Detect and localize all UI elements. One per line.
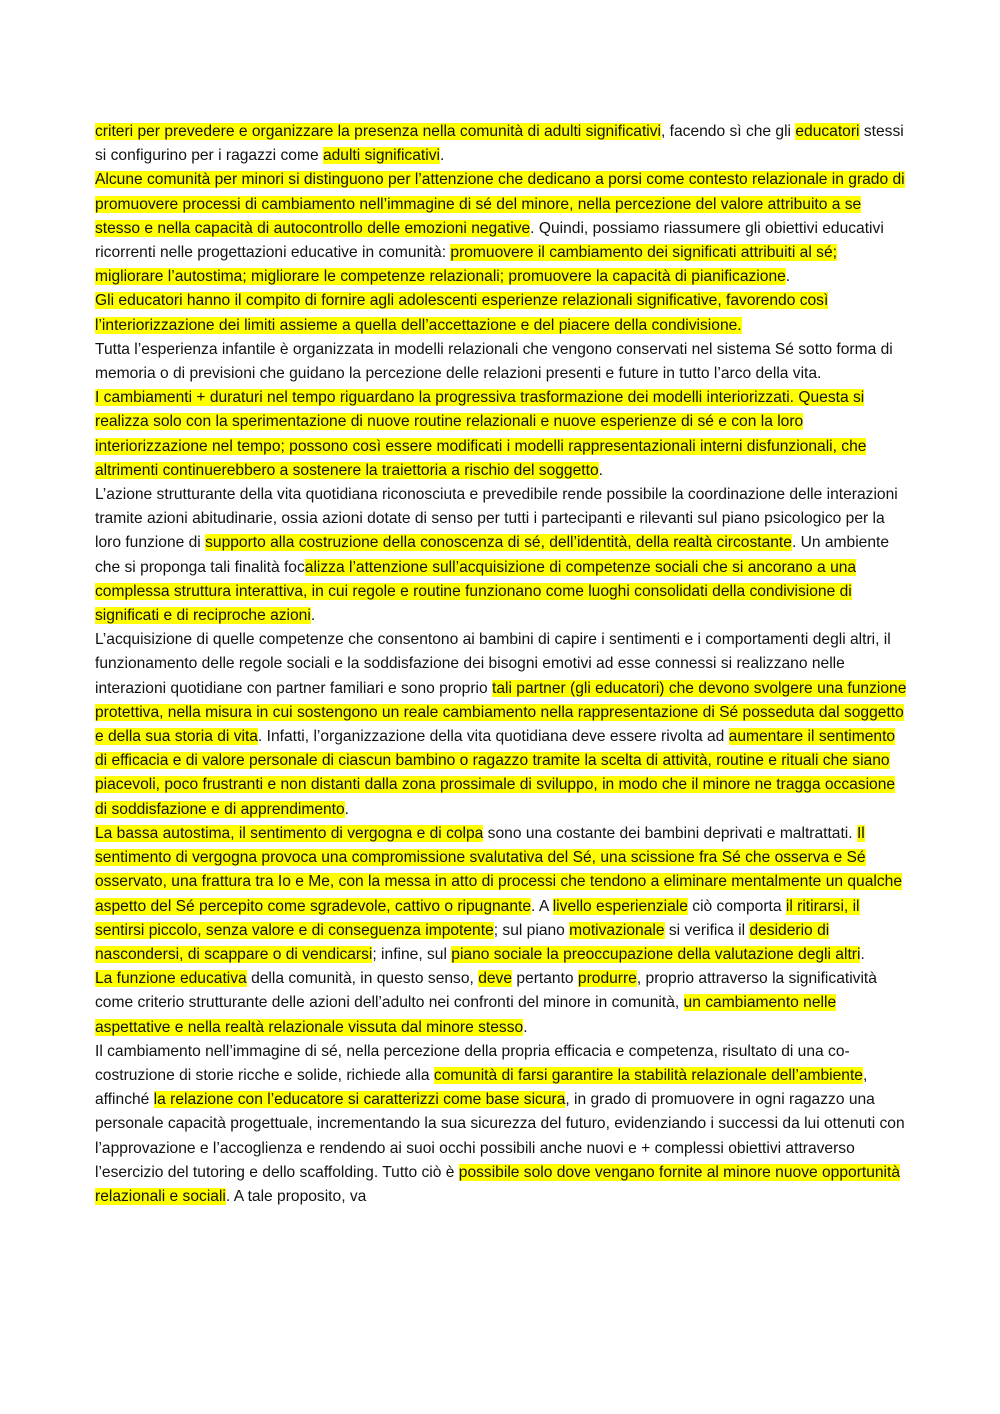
body-text: . [344, 800, 350, 818]
body-text: , facendo sì che gli [661, 123, 796, 140]
body-text: . A tale proposito, va [225, 1187, 367, 1205]
highlighted-text: comunità di farsi garantire la stabilità relazionale dell’ambiente [433, 1066, 863, 1084]
highlighted-text: adulti significativi [322, 147, 440, 165]
highlighted-text: criteri per prevedere e organizzare la presenza nella comunità di adulti significativi [95, 123, 661, 140]
body-text: L’acquisizione di quelle competenze che consentono ai bambini di capire i sentimenti e i comportamenti degli altri, il funzionamento delle regole sociali e la soddisfazione dei bisogni emotivi ad esse connessi si realizzano nelle interazioni quotidiane con partner familiari e sono proprio [95, 631, 891, 697]
body-text: . [523, 1018, 528, 1036]
document-body [95, 120, 907, 1209]
highlighted-text: promuovere il cambiamento dei significati attribuiti al sé; migliorare l’autostima; migliorare le competenze relazionali; promuovere la capacità di pianificazione [95, 244, 837, 286]
body-text: . Infatti, l’organizzazione della vita quotidiana deve essere rivolta ad [257, 728, 729, 746]
body-text: ; sul piano [493, 921, 570, 939]
highlighted-text: educatori [795, 123, 860, 140]
highlighted-text: piano sociale la preoccupazione della valutazione degli altri [451, 945, 861, 963]
body-text: Il cambiamento nell’immagine di sé, nella percezione della propria efficacia e competenza, risultato di una co-costruzione di storie ricche e solide, richiede alla [95, 1042, 850, 1084]
paragraph [95, 1040, 907, 1209]
highlighted-text: il ritirarsi, il sentirsi piccolo, senza valore e di conseguenza impotente [95, 897, 860, 939]
paragraph [95, 168, 907, 289]
paragraph [95, 483, 907, 628]
highlighted-text: Alcune comunità per minori si distinguono per l’attenzione che dedicano a porsi come contesto relazionale in grado di promuovere processi di cambiamento nell’immagine di sé del minore, nella percezione del valore attribuito a se stesso e nella capacità di autocontrollo delle emozioni negative [95, 171, 905, 237]
highlighted-text: supporto alla costruzione della conoscenza di sé, dell’identità, della realtà circostante [205, 534, 792, 552]
body-text: si verifica il [664, 921, 750, 939]
highlighted-text: Il sentimento di vergogna provoca una compromissione svalutativa del Sé, una scissione fra Sé che osserva e Sé osservato, una frattura tra Io e Me, con la messa in atto di processi che tendono a eliminare mentalmente un qualche aspetto del Sé percepito come sgradevole, cattivo o ripugnante [95, 824, 902, 915]
body-text: , affinché [95, 1066, 868, 1109]
paragraph [95, 338, 907, 386]
paragraph [95, 289, 907, 337]
body-text: L’azione strutturante della vita quotidiana riconosciuta e prevedibile rende possibile la coordinazione delle interazioni tramite azioni abitudinarie, ossia azioni dotate di senso per tutti i partecipanti e rilevanti sul piano psicologico per la loro funzione di [95, 486, 898, 552]
body-text: ciò comporta [687, 897, 786, 915]
body-text: , proprio attraverso la significatività come criterio strutturante delle azioni dell’adulto nei confronti del minore in comunità, [95, 970, 877, 1012]
paragraph [95, 386, 907, 483]
body-text: stessi si configurino per i ragazzi come [95, 123, 904, 165]
body-text: . A [531, 897, 553, 915]
highlighted-text: un cambiamento nelle aspettative e nella realtà relazionale vissuta dal minore stesso [95, 994, 837, 1036]
body-text: . [310, 607, 316, 625]
body-text: . [860, 945, 865, 963]
highlighted-text: aumentare il sentimento di efficacia e di valore personale di ciascun bambino o ragazzo tramite la scelta di attività, routine e rituali che siano piacevoli, poco frustranti e non distanti dalla zona prossimale di sviluppo, in modo che il minore ne tragga occasione di soddisfazione e di apprendimento [95, 728, 896, 818]
highlighted-text: livello esperienziale [552, 897, 688, 915]
body-text: . Quindi, possiamo riassumere gli obiettivi educativi ricorrenti nelle progettazioni educative in comunità: [95, 219, 884, 262]
highlighted-text: la relazione con l’educatore si caratterizzi come base sicura [153, 1091, 566, 1109]
paragraph [95, 822, 907, 967]
paragraph [95, 120, 907, 168]
body-text: Tutta l’esperienza infantile è organizzata in modelli relazionali che vengono conservati nel sistema Sé sotto forma di memoria o di previsioni che guidano la percezione delle relazioni presenti e future in tutto l’arco della vita. [95, 340, 893, 383]
highlighted-text: La bassa autostima, il sentimento di vergogna e di colpa [95, 824, 484, 842]
body-text: , in grado di promuovere in ogni ragazzo una personale capacità progettuale, incrementando la sua sicurezza del futuro, evidenziando i successi da lui ottenuti con l’approvazione e l’accoglienza e rendendo ai suoi occhi possibili anche nuovi e + complessi obiettivi attraverso l’esercizio del tutoring e dello scaffolding. Tutto ciò è [95, 1091, 905, 1181]
body-text: pertanto [512, 970, 578, 988]
highlighted-text: Gli educatori hanno il compito di fornire agli adolescenti esperienze relazionali significative, favorendo così l’interiorizzazione dei limiti assieme a quella dell’accettazione e del piacere della condivisione. [95, 292, 829, 334]
body-text: . [785, 268, 791, 286]
highlighted-text: I cambiamenti + duraturi nel tempo riguardano la progressiva trasformazione dei modelli interiorizzati. Questa si realizza solo con la sperimentazione di nuove routine relazionali e nuove esperienze di sé e con la loro interiorizzazione nel tempo; possono così essere modificati i modelli rappresentazionali interni disfunzionali, che altrimenti continuerebbero a sostenere la traiettoria a rischio del soggetto [95, 389, 867, 479]
highlighted-text: tali partner (gli educatori) che devono svolgere una funzione protettiva, nella misura in cui sostengono un reale cambiamento nella rappresentazione di Sé posseduta dal soggetto e della sua storia di vita [95, 679, 907, 746]
body-text: della comunità, in questo senso, [246, 970, 479, 988]
body-text: . [598, 461, 603, 479]
paragraph [95, 967, 907, 1040]
highlighted-text: La funzione educativa [95, 970, 247, 988]
highlighted-text: motivazionale [569, 921, 665, 939]
highlighted-text: possibile solo dove vengano fornite al minore nuove opportunità relazionali e sociali [95, 1163, 901, 1205]
body-text: . [439, 147, 445, 165]
highlighted-text: desiderio di nascondersi, di scappare o di vendicarsi [95, 921, 830, 963]
body-text: ; infine, sul [372, 945, 452, 963]
highlighted-text: deve [478, 970, 513, 988]
highlighted-text: produrre [577, 970, 637, 988]
body-text: sono una costante dei bambini deprivati e maltrattati. [483, 824, 857, 842]
highlighted-text: alizza l’attenzione sull’acquisizione di competenze sociali che si ancorano a una complessa struttura interattiva, in cui regole e routine funzionano come luoghi consolidati della condivisione di significati e di reciproche azioni [95, 558, 857, 625]
body-text: . Un ambiente che si proponga tali finalità foc [95, 534, 890, 576]
paragraph [95, 628, 907, 822]
